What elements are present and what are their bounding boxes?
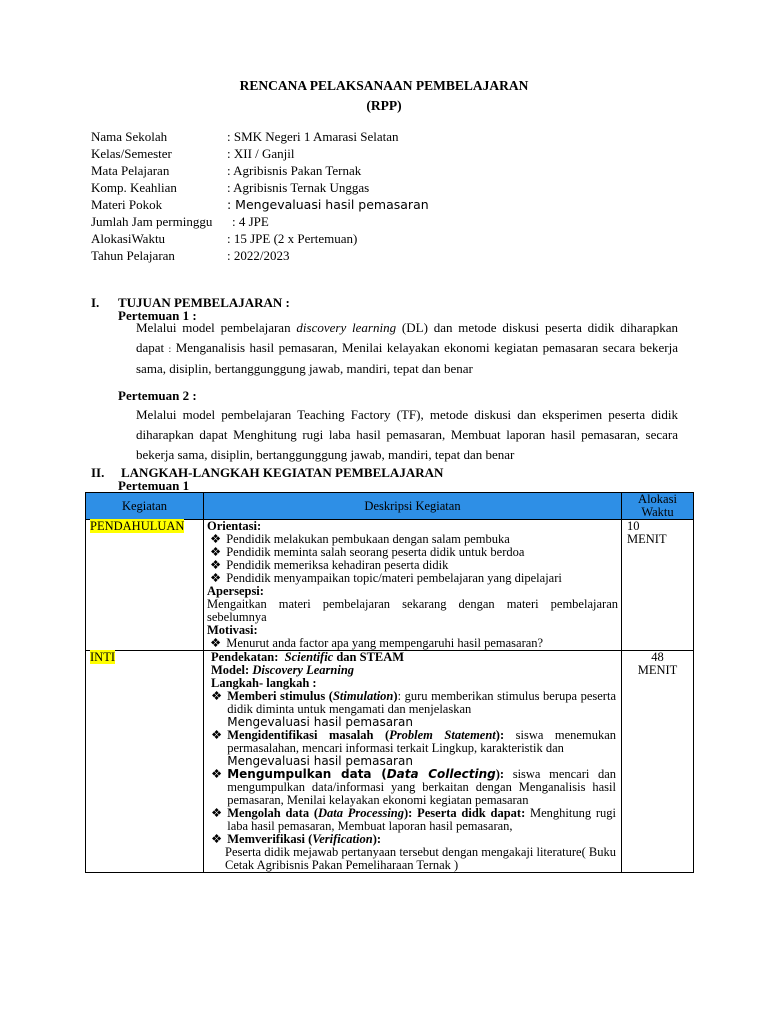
diamond-bullet-icon: ❖ (211, 689, 223, 703)
pendahuluan-description (204, 520, 622, 651)
apperception-heading: Apersepsi: (207, 584, 264, 598)
section2-subheading: Pertemuan 1 (118, 478, 190, 493)
inti-description (204, 651, 622, 873)
verification-text: Peserta didik mejawab pertanyaan tersebut dengan mengakaji literature( Buku Cetak Agribisnis Pakan Pemeliharaan Ternak ) (225, 845, 616, 872)
table-row (86, 520, 694, 651)
diamond-bullet-icon: ❖ (210, 558, 222, 572)
meeting2-label: Pertemuan 2 : (118, 388, 197, 403)
header-alokasi: Alokasi Waktu (622, 493, 694, 520)
steps-heading: Langkah- langkah : (211, 676, 317, 690)
diamond-bullet-icon: ❖ (210, 532, 222, 546)
identity-label-year: Tahun Pelajaran (91, 248, 175, 263)
identity-value-subject: : Agribisnis Pakan Ternak (227, 163, 362, 178)
table-header-row (86, 493, 694, 520)
orientation-heading: Orientasi: (207, 519, 262, 533)
section2-heading: LANGKAH-LANGKAH KEGIATAN PEMBELAJARAN (121, 465, 444, 480)
meeting1-label: Pertemuan 1 : (118, 308, 197, 323)
motivation-heading: Motivasi: (207, 623, 258, 637)
apperception-text: Mengaitkan materi pembelajaran sekarang dengan materi pembelajaran sebelumnya (207, 597, 618, 624)
list-item: ❖ Mengidentifikasi masalah (Problem Statement): siswa menemukan permasalahan, mencari informasi terkait Lingkup, karakteristik dan Mengevaluasi hasil pemasaran (211, 728, 617, 768)
identity-label-class: Kelas/Semester (91, 146, 172, 161)
meeting2-paragraph: Melalui model pembelajaran Teaching Factory (TF), metode diskusi dan eksperimen peserta didik diharapkan dapat Menghitung rugi laba hasil pemasaran, Membuat laporan hasil pemasaran, secara bekerja sama, disiplin, bertanggunggung jawab, mandiri, tepat dan benar (136, 407, 678, 462)
identity-label-competency: Komp. Keahlian (91, 180, 177, 195)
identity-label-hours: Jumlah Jam perminggu (91, 214, 213, 229)
diamond-bullet-icon: ❖ (211, 806, 223, 820)
identity-label-allocation: AlokasiWaktu (91, 231, 166, 246)
activity-pendahuluan: PENDAHULUAN (90, 519, 185, 533)
diamond-bullet-icon: ❖ (211, 767, 223, 781)
section2-number: II. (91, 465, 105, 480)
identity-value-competency: : Agribisnis Ternak Unggas (227, 180, 370, 195)
diamond-bullet-icon: ❖ (210, 636, 222, 650)
document-subtitle: (RPP) (366, 98, 402, 113)
list-item: ❖ Menurut anda factor apa yang mempengaruhi hasil pemasaran? (210, 636, 544, 650)
diamond-bullet-icon: ❖ (211, 728, 223, 742)
model-line: Model: Discovery Learning (211, 663, 355, 677)
identity-value-class: : XII / Ganjil (227, 146, 295, 161)
table-row (86, 651, 694, 873)
diamond-bullet-icon: ❖ (211, 832, 223, 846)
approach-line: Pendekatan: Scientific dan STEAM (211, 650, 405, 664)
diamond-bullet-icon: ❖ (210, 545, 222, 559)
header-kegiatan: Kegiatan (86, 493, 204, 520)
identity-label-school: Nama Sekolah (91, 129, 168, 144)
pendahuluan-time: 10 MENIT (622, 520, 694, 651)
list-item: ❖ Pendidik meminta salah seorang peserta didik untuk berdoa (210, 545, 525, 559)
identity-value-year: : 2022/2023 (227, 248, 290, 263)
activity-table (85, 492, 694, 873)
header-deskripsi: Deskripsi Kegiatan (204, 493, 622, 520)
identity-label-topic: Materi Pokok (91, 197, 163, 212)
list-item: ❖ Mengolah data (Data Processing): Peserta didk dapat: Menghitung rugi laba hasil pemasaran, Membuat laporan hasil pemasaran, (211, 806, 617, 833)
meeting1-paragraph: Melalui model pembelajaran discovery learning (DL) dan metode diskusi peserta didik diharapkan dapat : Menganalisis hasil pemasaran, Menilai kelayakan ekonomi kegiatan pemasaran secara bekerja sama, disiplin, bertanggunggung jawab, mandiri, tepat dan benar (136, 320, 678, 376)
list-item: ❖ Memberi stimulus (Stimulation): guru memberikan stimulus berupa peserta didik diminta untuk mengamati dan menjelaskan Mengevaluasi hasil pemasaran (211, 689, 616, 729)
document-title: RENCANA PELAKSANAAN PEMBELAJARAN (239, 78, 529, 93)
inti-time: 48 MENIT (622, 651, 694, 873)
list-item: ❖ Pendidik menyampaikan topic/materi pembelajaran yang dipelajari (210, 571, 562, 585)
identity-label-subject: Mata Pelajaran (91, 163, 170, 178)
identity-value-topic: : Mengevaluasi hasil pemasaran (227, 197, 429, 212)
list-item: ❖ Mengumpulkan data (Data Collecting): siswa mencari dan mengumpulkan data/informasi yang berkaitan dengan Menganalisis hasil pemasaran, Menilai kelayakan ekonomi kegiatan pemasaran (211, 767, 616, 807)
identity-value-hours: : 4 JPE (232, 214, 269, 229)
list-item: ❖ Pendidik memeriksa kehadiran peserta didik (210, 558, 449, 572)
list-item: ❖ Pendidik melakukan pembukaan dengan salam pembuka (210, 532, 510, 546)
section1-heading: TUJUAN PEMBELAJARAN : (118, 295, 290, 310)
diamond-bullet-icon: ❖ (210, 571, 222, 585)
activity-inti: INTI (90, 650, 115, 664)
section1-number: I. (91, 295, 100, 310)
list-item: ❖ Memverifikasi (Verification): (211, 832, 382, 846)
identity-value-school: : SMK Negeri 1 Amarasi Selatan (227, 129, 399, 144)
identity-value-allocation: : 15 JPE (2 x Pertemuan) (227, 231, 358, 246)
